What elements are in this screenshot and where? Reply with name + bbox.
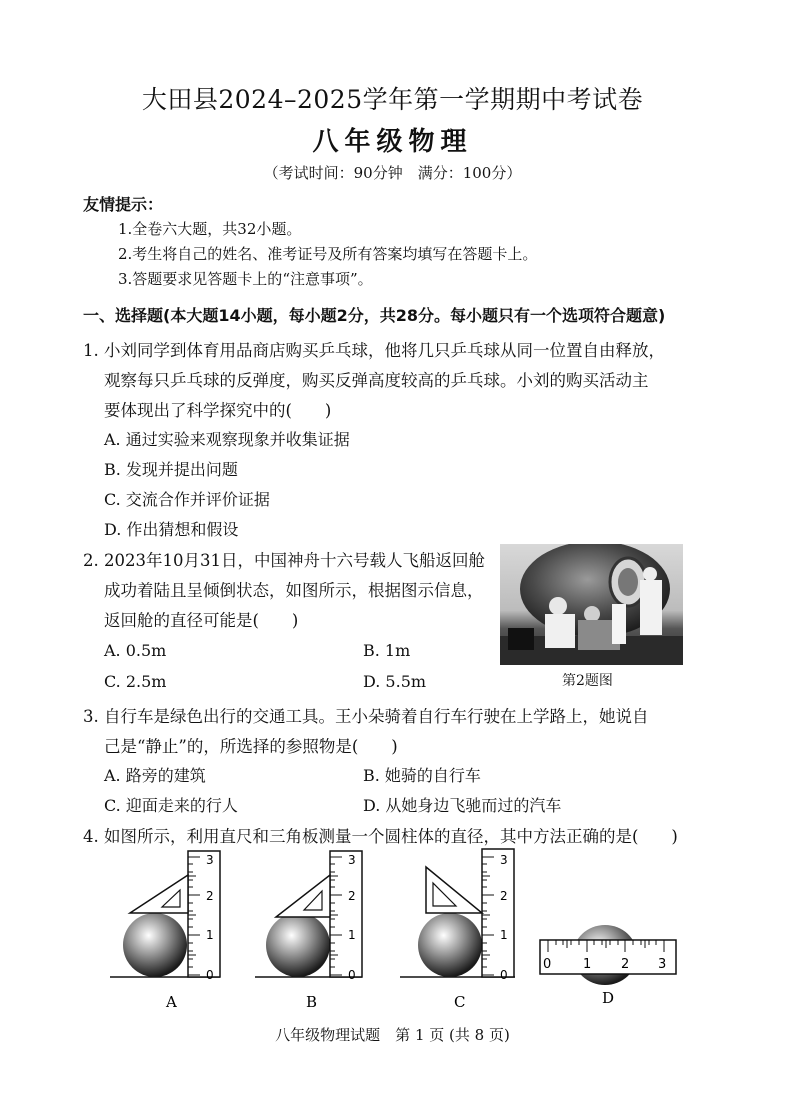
question-1-line: 观察每只乒乓球的反弹度，购买反弹高度较高的乒乓球。小刘的购买活动主	[104, 371, 649, 390]
tip-item: 3.答题要求见答题卡上的“注意事项”。	[118, 270, 373, 288]
question-2-line: 成功着陆且呈倾倒状态，如图所示，根据图示信息，	[104, 581, 484, 600]
figure-c-label: C	[454, 993, 466, 1011]
tip-item: 2.考生将自己的姓名、准考证号及所有答案均填写在答题卡上。	[118, 245, 538, 263]
figure-d-label: D	[602, 989, 615, 1007]
ruler-c-tick-1: 1	[500, 928, 508, 942]
question-2-line: 2. 2023年10月31日，中国神舟十六号载人飞船返回舱	[83, 551, 485, 570]
section-heading: 一、选择题(本大题14小题，每小题2分，共28分。每小题只有一个选项符合题意)	[83, 306, 666, 325]
ball-c	[418, 913, 482, 977]
ruler-d-tick-0: 0	[543, 957, 552, 972]
subject-title: 八年级物理	[312, 127, 473, 157]
ruler-a-tick-2: 2	[206, 889, 214, 903]
ruler-d-tick-3: 3	[658, 957, 667, 972]
figure-b	[255, 851, 362, 1011]
question-3-option-c: C. 迎面走来的行人	[104, 796, 238, 815]
question-1-line: 要体现出了科学探究中的( )	[104, 401, 332, 420]
ruler-c-tick-0: 0	[500, 968, 508, 982]
question-1-option-a: A. 通过实验来观察现象并收集证据	[104, 430, 350, 449]
question-3-option-a: A. 路旁的建筑	[104, 766, 206, 785]
question-3-option-d: D. 从她身边飞驰而过的汽车	[363, 796, 562, 815]
ruler-b-tick-1: 1	[348, 928, 356, 942]
ruler-d	[540, 940, 676, 974]
question-2-option-b: B. 1m	[363, 641, 411, 660]
question-3-option-b: B. 她骑的自行车	[363, 766, 481, 785]
question-1-option-b: B. 发现并提出问题	[104, 460, 238, 479]
ruler-c	[482, 849, 514, 977]
figure-2-caption: 第2题图	[562, 673, 613, 689]
ball-b	[266, 913, 330, 977]
capsule-landing-photo	[500, 544, 683, 665]
capsule-landing-illustration	[500, 544, 683, 665]
question-2-option-c: C. 2.5m	[104, 672, 167, 691]
page-footer: 八年级物理试题 第 1 页 (共 8 页)	[275, 1026, 510, 1044]
exam-info: （考试时间：90分钟 满分：100分）	[263, 164, 522, 182]
ruler-b	[330, 851, 362, 977]
tip-item: 1.全卷六大题，共32小题。	[118, 220, 302, 238]
ruler-d-tick-2: 2	[621, 957, 630, 972]
measurement-figures	[100, 845, 700, 1025]
ruler-b-tick-3: 3	[348, 853, 356, 867]
question-3-line: 3. 自行车是绿色出行的交通工具。王小朵骑着自行车行驶在上学路上，她说自	[83, 707, 649, 726]
question-1-line: 1. 小刘同学到体育用品商店购买乒乓球，他将几只乒乓球从同一位置自由释放，	[83, 341, 665, 360]
figure-b-label: B	[306, 993, 318, 1011]
question-2-line: 返回舱的直径可能是( )	[104, 611, 299, 630]
ruler-c-tick-2: 2	[500, 889, 508, 903]
ball-a	[123, 913, 187, 977]
tips-heading: 友情提示：	[83, 195, 164, 214]
figure-a-label: A	[166, 993, 177, 1011]
ruler-c-tick-3: 3	[500, 853, 508, 867]
ruler-a-tick-0: 0	[206, 968, 214, 982]
question-3-line: 己是“静止”的，所选择的参照物是( )	[104, 737, 398, 756]
figure-d	[540, 925, 676, 1007]
ruler-d-tick-1: 1	[583, 957, 592, 972]
ruler-a-tick-3: 3	[206, 853, 214, 867]
question-2-option-a: A. 0.5m	[104, 641, 167, 660]
figure-a	[110, 851, 220, 1011]
figure-c	[400, 849, 515, 1011]
question-4-line: 4. 如图所示，利用直尺和三角板测量一个圆柱体的直径，其中方法正确的是( )	[83, 827, 678, 846]
question-2-option-d: D. 5.5m	[363, 672, 427, 691]
ruler-a	[188, 851, 220, 977]
exam-title: 大田县2024–2025学年第一学期期中考试卷	[141, 85, 644, 114]
ruler-a-tick-1: 1	[206, 928, 214, 942]
ruler-b-tick-2: 2	[348, 889, 356, 903]
question-1-option-c: C. 交流合作并评价证据	[104, 490, 270, 509]
question-1-option-d: D. 作出猜想和假设	[104, 520, 239, 539]
ruler-b-tick-0: 0	[348, 968, 356, 982]
